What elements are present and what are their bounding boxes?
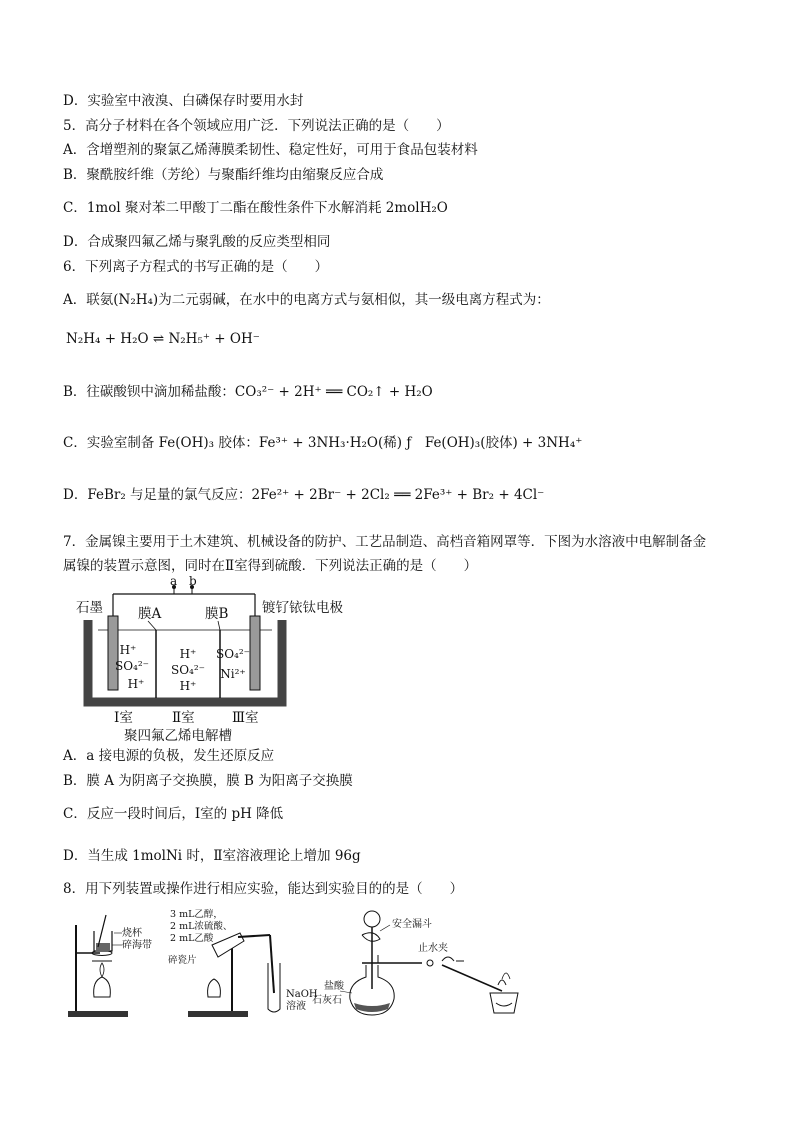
titanium-electrode-label: 镀钌铱钛电极 xyxy=(262,600,343,616)
clamp-label: 止水夹 xyxy=(418,943,448,954)
reagent-acetic-label: 2 mL乙酸 xyxy=(170,933,214,944)
apparatus-2 xyxy=(168,908,318,1017)
q5-stem: 5．高分子材料在各个领域应用广泛．下列说法正确的是（ ） xyxy=(63,118,450,134)
chamber3-ion-2: Ni²⁺ xyxy=(220,667,246,681)
q6-option-a-equation: N₂H₄ + H₂O ⇌ N₂H₅⁺ + OH⁻ xyxy=(66,331,260,347)
q5-option-c: C．1mol 聚对苯二甲酸丁二酯在酸性条件下水解消耗 2molH₂O xyxy=(63,200,448,216)
q7-option-a: A．a 接电源的负极，发生还原反应 xyxy=(63,748,275,764)
chamber1-ion-2: SO₄²⁻ xyxy=(114,659,150,673)
q6-stem: 6．下列离子方程式的书写正确的是（ ） xyxy=(63,259,329,275)
chamber2-label: Ⅱ室 xyxy=(172,710,195,726)
electrolysis-cell-figure xyxy=(70,574,370,746)
membrane-b-label: 膜B xyxy=(205,606,229,622)
q6-option-d: D．FeBr₂ 与足量的氯气反应：2Fe²⁺ + 2Br⁻ + 2Cl₂ ══ 2Fe³⁺ + Br₂ + 4Cl⁻ xyxy=(63,487,545,503)
q7-option-c: C．反应一段时间后，Ⅰ室的 pH 降低 xyxy=(63,806,284,822)
q4-option-d: D．实验室中液溴、白磷保存时要用水封 xyxy=(63,93,304,109)
graphite-label: 石墨 xyxy=(76,600,103,616)
q7-option-d: D．当生成 1molNi 时，Ⅱ室溶液理论上增加 96g xyxy=(63,848,361,864)
q5-option-d: D．合成聚四氟乙烯与聚乳酸的反应类型相同 xyxy=(63,234,331,250)
chamber1-label: Ⅰ室 xyxy=(114,710,133,726)
chamber1-ion-1: H⁺ xyxy=(119,643,137,657)
q8-apparatus-figures xyxy=(62,905,562,1023)
chamber3-ion-1: SO₄²⁻ xyxy=(215,647,251,661)
chamber3-label: Ⅲ室 xyxy=(232,710,259,726)
naoh-label: NaOH xyxy=(286,989,318,1000)
chamber2-ion-3: H⁺ xyxy=(179,679,197,693)
q6-option-a: A．联氨(N₂H₄)为二元弱碱，在水中的电离方式与氨相似，其一级电离方程式为： xyxy=(63,292,550,308)
reagent-sulfuric-label: 2 mL浓硫酸、 xyxy=(170,921,233,932)
terminal-a-label: a xyxy=(170,574,178,588)
q7-option-b: B．膜 A 为阴离子交换膜，膜 B 为阳离子交换膜 xyxy=(63,773,353,789)
naoh-solution-label: 溶液 xyxy=(286,1001,306,1012)
terminal-b-label: b xyxy=(189,574,197,588)
chamber2-ion-1: H⁺ xyxy=(179,647,197,661)
q7-stem-line1: 7．金属镍主要用于土木建筑、机械设备的防护、工艺品制造、高档音箱网罩等．下图为水溶液中电解制备金 xyxy=(63,534,707,550)
safety-funnel-label: 安全漏斗 xyxy=(392,919,432,930)
electrolysis-tank-caption: 聚四氟乙烯电解槽 xyxy=(124,728,232,744)
q8-stem: 8．用下列装置或操作进行相应实验，能达到实验目的的是（ ） xyxy=(63,881,464,897)
hydrochloric-acid-label: 盐酸 xyxy=(324,981,344,992)
q6-option-b: B．往碳酸钡中滴加稀盐酸：CO₃²⁻ + 2H⁺ ══ CO₂↑ + H₂O xyxy=(63,384,433,400)
q5-option-a: A．含增塑剂的聚氯乙烯薄膜柔韧性、稳定性好，可用于食品包装材料 xyxy=(63,142,478,158)
porcelain-chips-label: 碎瓷片 xyxy=(168,955,197,966)
q5-option-b: B．聚酰胺纤维（芳纶）与聚酯纤维均由缩聚反应合成 xyxy=(63,167,384,183)
apparatus-1 xyxy=(68,915,152,1017)
reagent-ethanol-label: 3 mL乙醇， xyxy=(170,909,223,920)
chamber1-ion-3: H⁺ xyxy=(127,677,145,691)
q6-option-c: C．实验室制备 Fe(OH)₃ 胶体：Fe³⁺ + 3NH₃·H₂O(稀) ƒ Fe(OH)₃(胶体) + 3NH₄⁺ xyxy=(63,435,583,451)
limestone-label: 石灰石 xyxy=(312,995,342,1006)
chamber2-ion-2: SO₄²⁻ xyxy=(170,663,206,677)
apparatus-3 xyxy=(312,911,448,1015)
beaker-label: 烧杯 xyxy=(122,928,142,939)
membrane-a-label: 膜A xyxy=(138,606,162,622)
q7-stem-line2: 属镍的装置示意图，同时在Ⅱ室得到硫酸．下列说法正确的是（ ） xyxy=(63,558,478,574)
seaweed-label: 碎海带 xyxy=(122,940,152,951)
apparatus-4 xyxy=(442,957,518,1013)
